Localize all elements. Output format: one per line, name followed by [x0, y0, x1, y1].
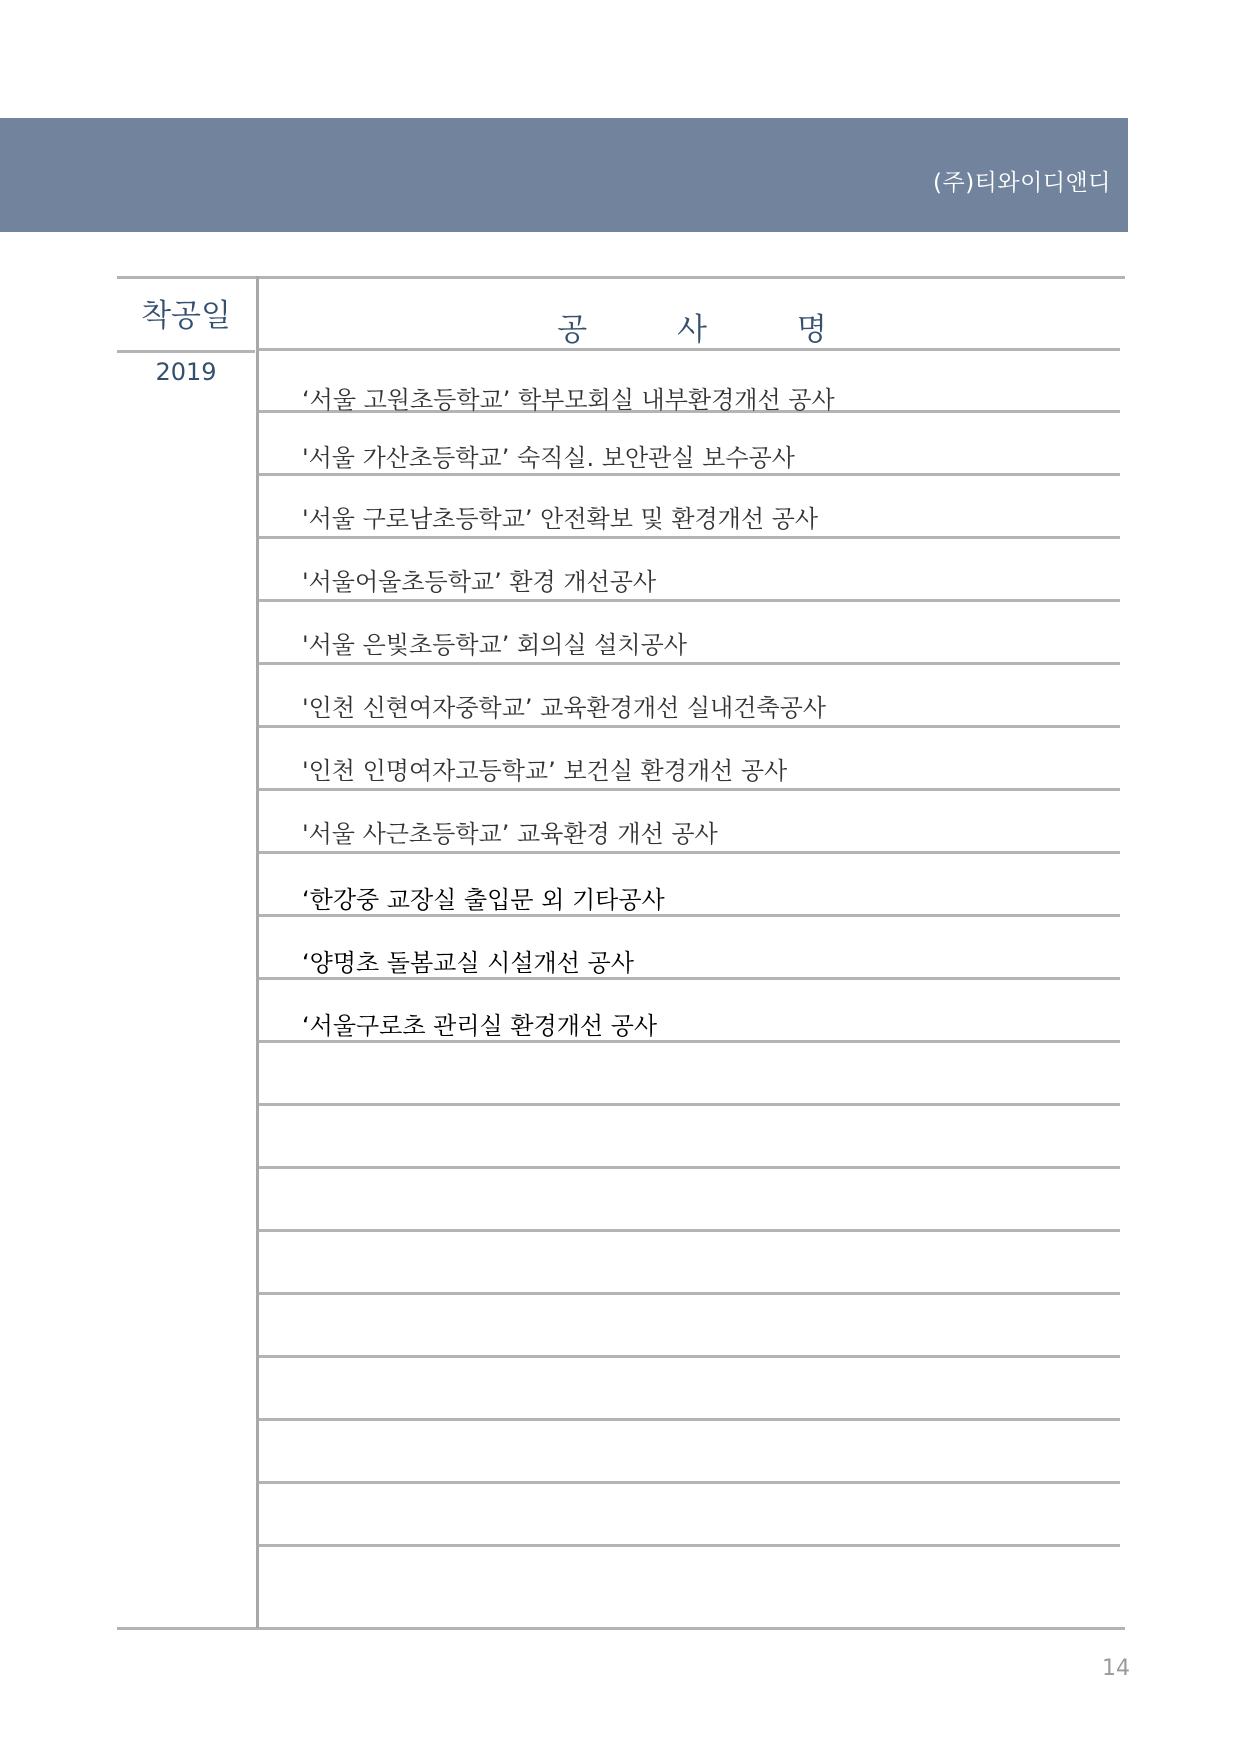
project-row-text: ‘서울구로초 관리실 환경개선 공사 [302, 1012, 658, 1040]
row-divider [258, 599, 1120, 602]
project-row-text: ‘한강중 교장실 출입문 외 기타공사 [302, 886, 665, 914]
project-row-text: '서울 가산초등학교’ 숙직실. 보안관실 보수공사 [302, 444, 795, 472]
project-row-text: ‘양명초 돌봄교실 시설개선 공사 [302, 949, 634, 977]
header-rule-left [117, 350, 255, 353]
project-table [117, 276, 1125, 1634]
row-divider [258, 1166, 1120, 1169]
project-row-text: '서울 은빛초등학교’ 회의실 설치공사 [302, 631, 687, 659]
header-band [0, 118, 1128, 232]
row-divider [258, 725, 1120, 728]
row-divider [258, 473, 1120, 476]
company-name: (주)티와이디앤디 [933, 170, 1111, 196]
table-top-rule [117, 276, 1125, 279]
row-divider [258, 1418, 1120, 1421]
row-divider [258, 1292, 1120, 1295]
row-divider [258, 1544, 1120, 1547]
project-row-text: '인천 신현여자중학교’ 교육환경개선 실내건축공사 [302, 694, 826, 722]
row-divider [258, 1229, 1120, 1232]
project-row-text: '서울 구로남초등학교’ 안전확보 및 환경개선 공사 [302, 505, 819, 533]
row-divider [258, 662, 1120, 665]
column-header-date: 착공일 [141, 298, 231, 334]
row-divider [258, 851, 1120, 854]
column-header-title: 공 사 명 [557, 312, 867, 348]
project-row-text: '인천 인명여자고등학교’ 보건실 환경개선 공사 [302, 757, 788, 785]
row-divider [258, 788, 1120, 791]
row-divider [258, 1355, 1120, 1358]
row-divider [258, 536, 1120, 539]
project-row-text: '서울어울초등학교’ 환경 개선공사 [302, 568, 657, 596]
column-divider [256, 276, 259, 1628]
year-cell: 2019 [155, 358, 217, 386]
page-number: 14 [1102, 1656, 1130, 1681]
project-row-text: ‘서울 고원초등학교’ 학부모회실 내부환경개선 공사 [302, 386, 835, 414]
project-row-text: '서울 사근초등학교’ 교육환경 개선 공사 [302, 820, 718, 848]
row-divider [258, 1481, 1120, 1484]
row-divider [258, 1103, 1120, 1106]
table-bottom-rule [117, 1627, 1125, 1630]
